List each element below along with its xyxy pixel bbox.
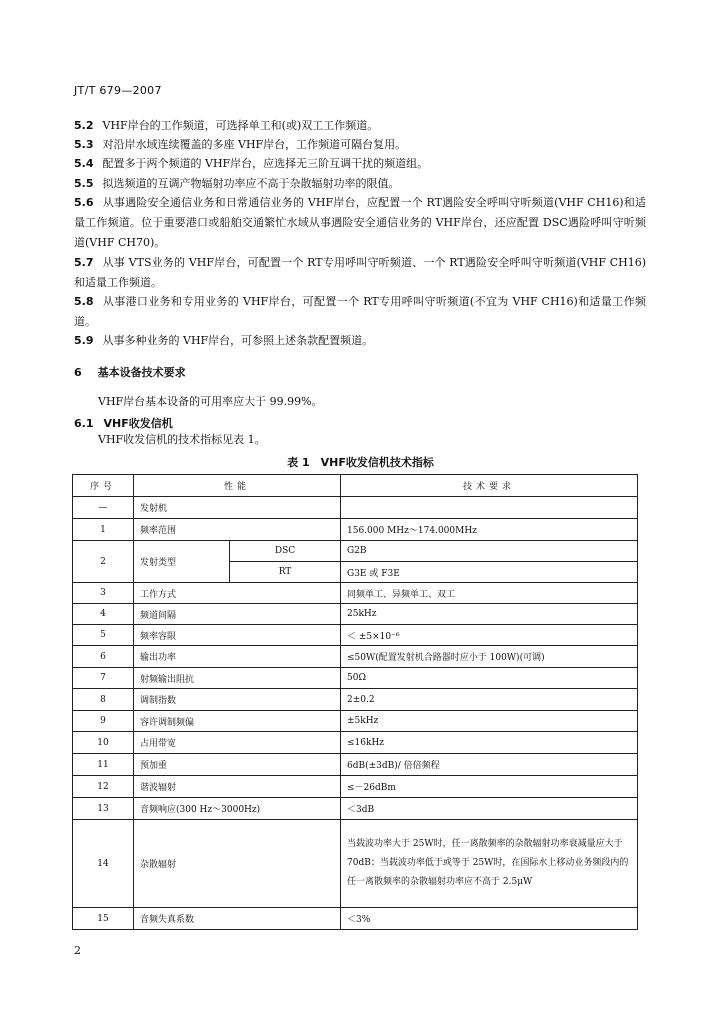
clause-text: 从事港口业务和专用业务的 VHF岸台，可配置一个 RT专用呼叫守听频道(不宜为 VHF CH16)和适量工作频道。: [74, 295, 646, 328]
clause-text: 从事 VTS业务的 VHF岸台，可配置一个 RT专用呼叫守听频道、一个 RT遇险安全呼叫守听频道(VHF CH16)和适量工作频道。: [74, 256, 646, 289]
section-6-1-paragraph: VHF收发信机的技术指标见表 1。: [98, 433, 266, 446]
table-row: [73, 776, 638, 798]
clause-text: 拟选频道的互调产物辐射功率应不高于杂散辐射功率的限值。: [102, 177, 400, 190]
section-number: 6.1: [74, 417, 94, 430]
row-requirement: 同频单工、异频单工、双工: [341, 583, 638, 604]
standard-number-header: JT/T 679—2007: [74, 84, 162, 97]
clause-number: 5.6: [74, 196, 94, 209]
page-number: 2: [74, 944, 81, 957]
row-requirement: ±5kHz: [341, 711, 638, 732]
table-header-row: [73, 475, 638, 497]
row-item: 输出功率: [134, 646, 341, 668]
row-no: 9: [73, 711, 134, 732]
row-item: 音频响应(300 Hz～3000Hz): [134, 798, 341, 820]
row-no: 12: [73, 776, 134, 798]
table-row: [73, 583, 638, 604]
row-no: 6: [73, 646, 134, 668]
row-subitem: RT: [230, 562, 341, 583]
row-requirement: [341, 497, 638, 519]
table-row: [73, 908, 638, 930]
row-no: 8: [73, 689, 134, 711]
clause-5-8: [74, 292, 646, 332]
row-requirement: 156.000 MHz～174.000MHz: [341, 519, 638, 541]
section-6-heading: [74, 364, 186, 380]
table-row: [73, 754, 638, 776]
row-requirement: 当载波功率大于 25W时，任一离散频率的杂散辐射功率衰减量应大于 70dB；当载波功率低于或等于 25W时，在国际水上移动业务频段内的任一离散频率的杂散辐射功率应不高于 2.5μW: [341, 820, 638, 908]
clause-5-9: [74, 331, 646, 351]
clause-5-7: [74, 253, 646, 293]
table-row: [73, 604, 638, 625]
row-requirement: 2±0.2: [341, 689, 638, 711]
row-requirement: ＜3dB: [341, 798, 638, 820]
header-no: 序号: [73, 475, 134, 497]
row-requirement: 25kHz: [341, 604, 638, 625]
clause-number: 5.8: [74, 295, 94, 308]
table-row: [73, 497, 638, 519]
row-no: 7: [73, 668, 134, 689]
row-no: —: [73, 497, 134, 519]
row-item: 频率范围: [134, 519, 341, 541]
row-no: 2: [73, 541, 134, 583]
section-6-paragraph: VHF岸台基本设备的可用率应大于 99.99%。: [98, 395, 323, 408]
row-requirement: ＜ ±5×10⁻⁶: [341, 625, 638, 646]
row-item: 容许调制频偏: [134, 711, 341, 732]
table-row: [73, 519, 638, 541]
section-6-1-heading: [74, 415, 173, 431]
table-row: [73, 820, 638, 908]
clause-text: VHF岸台的工作频道，可选择单工和(或)双工工作频道。: [102, 119, 379, 132]
row-item: 频道间隔: [134, 604, 341, 625]
table-row: [73, 668, 638, 689]
row-no: 1: [73, 519, 134, 541]
clause-5-5: [74, 174, 646, 194]
table-row: [73, 798, 638, 820]
row-item: 工作方式: [134, 583, 341, 604]
row-item: 射频输出阻抗: [134, 668, 341, 689]
row-item: 调制指数: [134, 689, 341, 711]
row-item: 杂散辐射: [134, 820, 341, 908]
row-no: 3: [73, 583, 134, 604]
table-caption: 表 1 VHF收发信机技术指标: [287, 456, 434, 469]
row-item: 预加重: [134, 754, 341, 776]
section-title: VHF收发信机: [103, 417, 173, 430]
table-row: [73, 646, 638, 668]
clause-text: 对沿岸水域连续覆盖的多座 VHF岸台，工作频道可隔台复用。: [102, 138, 407, 151]
header-requirement: 技术要求: [341, 475, 638, 497]
clause-number: 5.5: [74, 177, 94, 190]
row-no: 15: [73, 908, 134, 930]
clause-5-6: [74, 193, 646, 253]
row-item: 音频失真系数: [134, 908, 341, 930]
clause-5-4: [74, 154, 646, 174]
row-item: 发射机: [134, 497, 341, 519]
row-no: 11: [73, 754, 134, 776]
section-number: 6: [74, 366, 82, 379]
row-requirement: ≤16kHz: [341, 732, 638, 754]
table-row: [73, 625, 638, 646]
clause-5-2: [74, 116, 646, 136]
vhf-transceiver-spec-table: [72, 474, 638, 930]
table-row: [73, 711, 638, 732]
row-requirement: ≤－26dBm: [341, 776, 638, 798]
row-no: 13: [73, 798, 134, 820]
row-item: 谐波辐射: [134, 776, 341, 798]
clause-text: 配置多于两个频道的 VHF岸台，应选择无三阶互调干扰的频道组。: [102, 157, 429, 170]
clause-number: 5.4: [74, 157, 94, 170]
table-row: [73, 732, 638, 754]
header-performance: 性能: [134, 475, 341, 497]
clause-number: 5.3: [74, 138, 94, 151]
row-requirement: G2B: [341, 541, 638, 562]
row-requirement: 6dB(±3dB)/ 倍倍频程: [341, 754, 638, 776]
clause-number: 5.7: [74, 256, 94, 269]
row-requirement: ≤50W(配置发射机合路器时应小于 100W)(可调): [341, 646, 638, 668]
row-item: 占用带宽: [134, 732, 341, 754]
row-no: 5: [73, 625, 134, 646]
row-no: 14: [73, 820, 134, 908]
clause-text: 从事遇险安全通信业务和日常通信业务的 VHF岸台，应配置一个 RT遇险安全呼叫守听频道(VHF CH16)和适量工作频道。位于重要港口或船舶交通繁忙水域从事遇险安全通信业务的 VHF岸台，还应配置 DSC遇险呼叫守听频道(VHF CH70)。: [74, 196, 646, 249]
clause-5-3: [74, 135, 646, 155]
row-item: 频率容限: [134, 625, 341, 646]
row-item: 发射类型: [134, 541, 230, 583]
row-requirement: G3E 或 F3E: [341, 562, 638, 583]
row-no: 10: [73, 732, 134, 754]
table-row: [73, 541, 638, 562]
section-title: 基本设备技术要求: [97, 366, 186, 379]
clause-text: 从事多种业务的 VHF岸台，可参照上述条款配置频道。: [102, 334, 374, 347]
row-requirement: 50Ω: [341, 668, 638, 689]
table-row: [73, 689, 638, 711]
row-no: 4: [73, 604, 134, 625]
clause-number: 5.2: [74, 119, 94, 132]
clause-number: 5.9: [74, 334, 94, 347]
row-requirement: ＜3%: [341, 908, 638, 930]
row-subitem: DSC: [230, 541, 341, 562]
